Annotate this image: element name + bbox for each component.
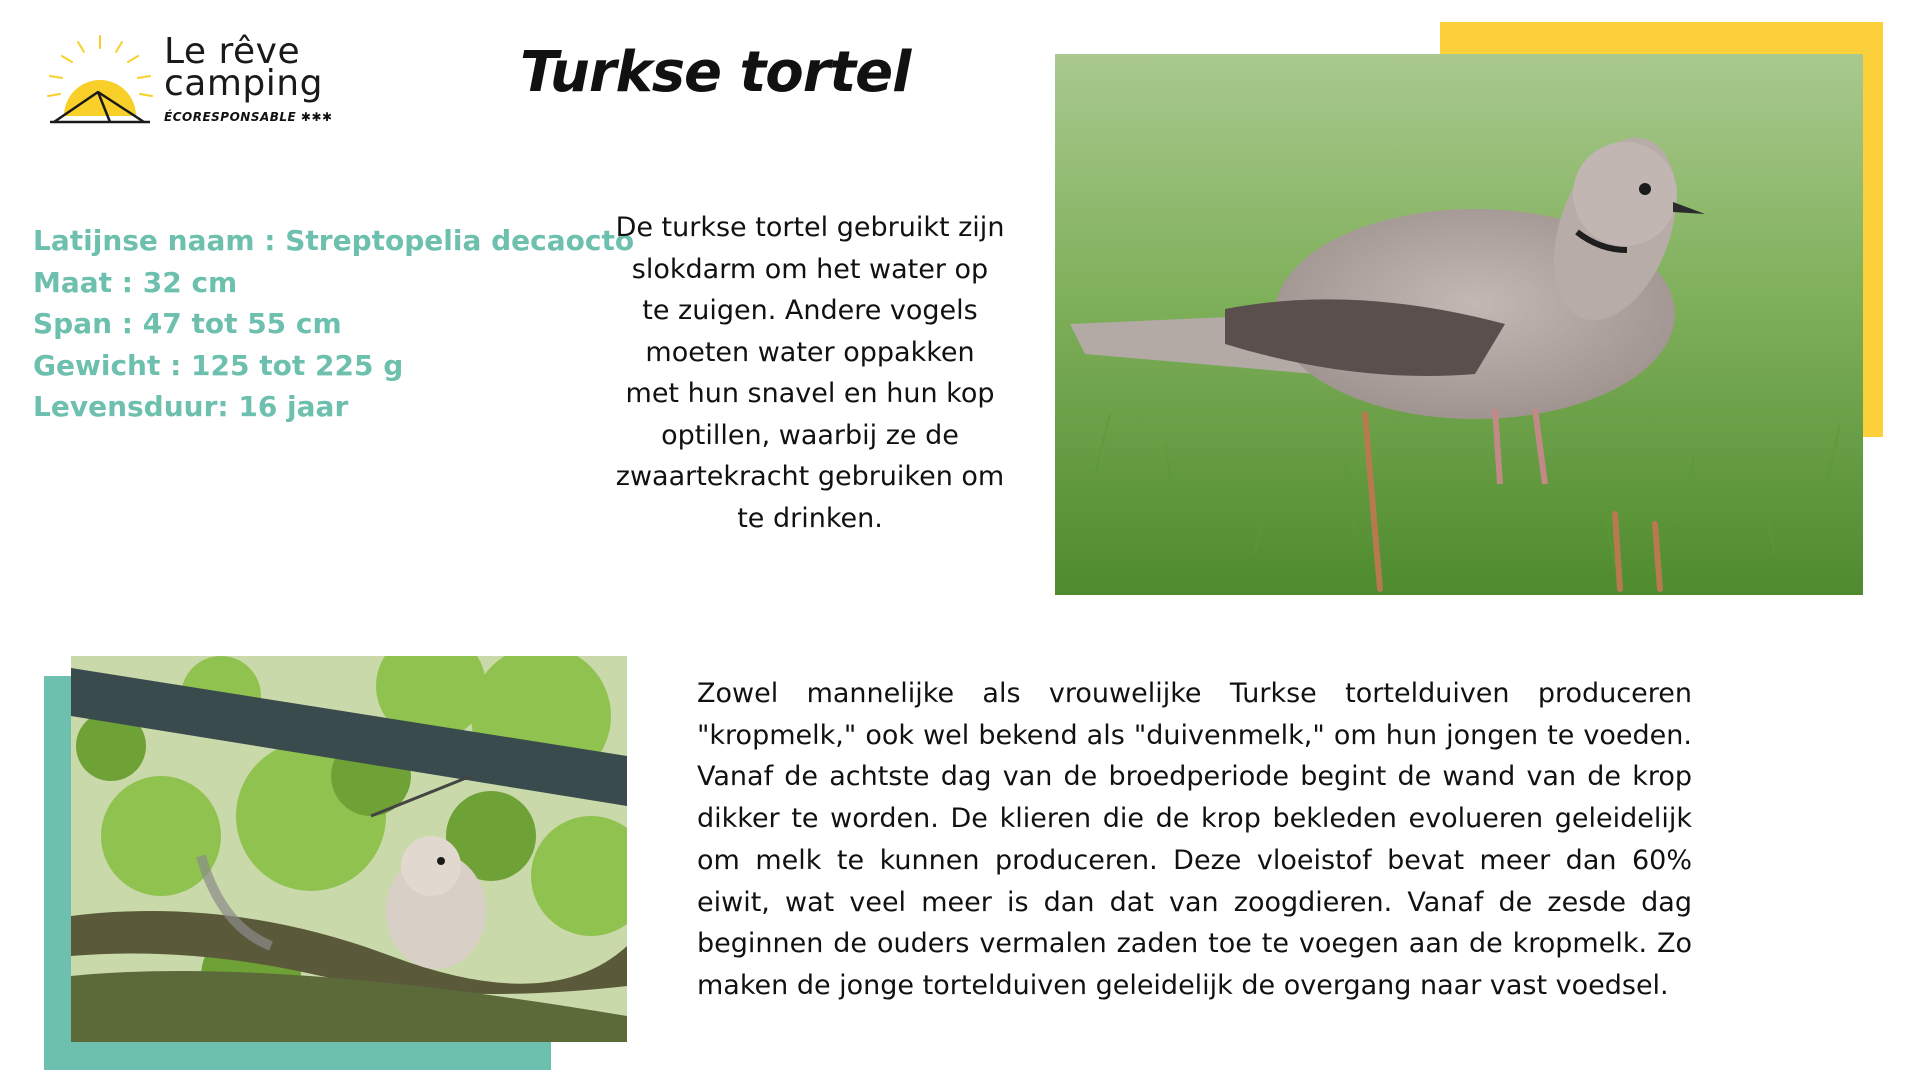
facts-list — [33, 220, 635, 428]
sun-tent-icon — [40, 30, 162, 130]
drinking-paragraph: De turkse tortel gebruikt zijn slokdarm om het water op te zuigen. Andere vogels moeten water oppakken met hun snavel en hun kop optillen, waarbij ze de zwaartekracht gebruiken om te drinken. — [615, 212, 1005, 534]
page-title: Turkse tortel — [520, 40, 911, 105]
fact-lifespan: Levensduur: 16 jaar — [33, 390, 349, 423]
logo-text-line1: Le rêve — [164, 31, 301, 72]
dove-photo-vine — [71, 656, 627, 1042]
fact-wingspan: Span : 47 tot 55 cm — [33, 307, 342, 340]
fact-latin-name: Latijnse naam : Streptopelia decaocto — [33, 224, 635, 257]
fact-weight: Gewicht : 125 tot 225 g — [33, 348, 404, 382]
cropmilk-paragraph: Zowel mannelijke als vrouwelijke Turkse tortelduiven produceren "kropmelk," ook wel bekend als "duivenmelk," om hun jongen te voeden. Vanaf de achtste dag van de broedperiode begint de wand van de krop dikker te worden. De klieren die de krop bekleden evolueren geleidelijk om melk te kunnen produceren. Deze vloeistof bevat meer dan 60% eiwit, wat veel meer is dan dat van zoogdieren. Vanaf de zesde dag beginnen de ouders vermalen zaden toe te voegen aan de kropmelk. Zo maken de jonge tortelduiven geleidelijk de overgang naar vast voedsel. — [697, 678, 1692, 1001]
logo-text-line2: camping — [164, 63, 323, 104]
logo — [40, 30, 360, 140]
logo-tagline: ÉCORESPONSABLE ✱✱✱ — [164, 110, 333, 124]
dove-photo-grass — [1055, 54, 1863, 595]
fact-size: Maat : 32 cm — [33, 265, 238, 299]
